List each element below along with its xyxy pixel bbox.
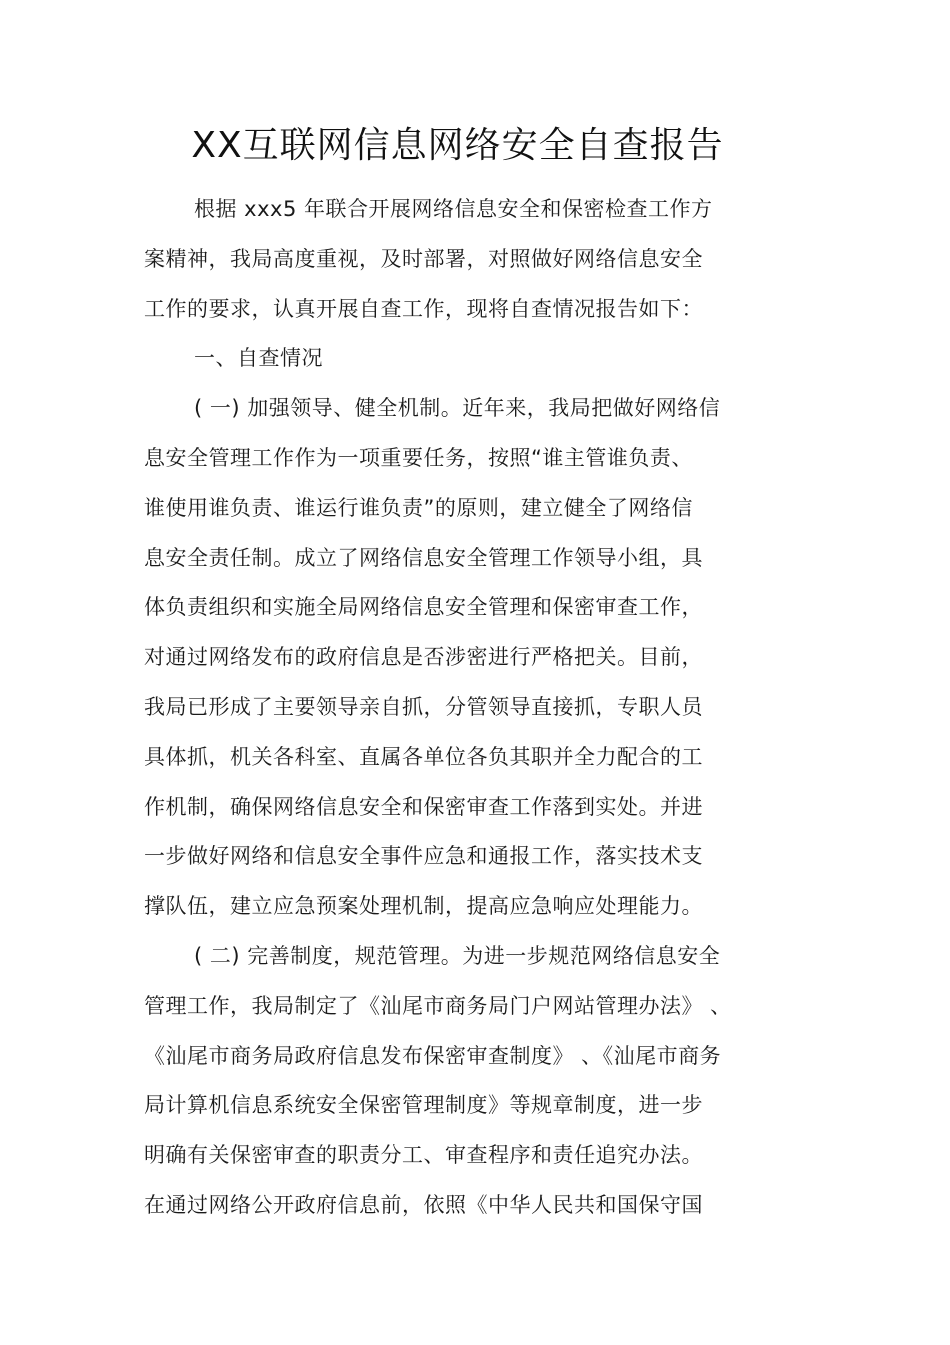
text-line: 案精神，我局高度重视，及时部署，对照做好网络信息安全 <box>144 246 703 271</box>
text-line: 局计算机信息系统安全保密管理制度》等规章制度，进一步 <box>144 1093 703 1118</box>
text-line: 作机制，确保网络信息安全和保密审查工作落到实处。并进 <box>144 794 703 819</box>
text-line: ( 二) 完善制度，规范管理。为进一步规范网络信息安全 <box>194 943 721 968</box>
text-line: 明确有关保密审查的职责分工、审查程序和责任追究办法。 <box>144 1143 703 1168</box>
document-body <box>144 185 804 1231</box>
text-line: 我局已形成了主要领导亲自抓，分管领导直接抓，专职人员 <box>144 694 703 719</box>
text-line: 在通过网络公开政府信息前，依照《中华人民共和国保守国 <box>144 1192 703 1217</box>
text-line: 息安全责任制。成立了网络信息安全管理工作领导小组，具 <box>144 545 703 570</box>
document-title: XX互联网信息网络安全自查报告 <box>191 125 724 166</box>
text-line: 具体抓，机关各科室、直属各单位各负其职并全力配合的工 <box>144 744 703 769</box>
text-line: 一步做好网络和信息安全事件应急和通报工作，落实技术支 <box>144 844 703 869</box>
text-line: 一、自查情况 <box>194 346 323 371</box>
text-line: 体负责组织和实施全局网络信息安全管理和保密审查工作， <box>144 595 703 620</box>
text-line: 根据 xxx5 年联合开展网络信息安全和保密检查工作方 <box>194 197 713 221</box>
text-line: 管理工作，我局制定了《汕尾市商务局门户网站管理办法》 、 <box>144 993 732 1018</box>
text-line: 撑队伍，建立应急预案处理机制，提高应急响应处理能力。 <box>144 894 703 919</box>
text-line: 谁使用谁负责、谁运行谁负责”的原则，建立健全了网络信 <box>144 495 693 520</box>
text-line: 对通过网络发布的政府信息是否涉密进行严格把关。目前， <box>144 645 703 670</box>
text-line: 《汕尾市商务局政府信息发布保密审查制度》 、《汕尾市商务 <box>144 1043 722 1068</box>
text-line: 工作的要求，认真开展自查工作，现将自查情况报告如下： <box>144 296 703 321</box>
text-line: ( 一) 加强领导、健全机制。近年来，我局把做好网络信 <box>194 396 721 421</box>
text-line: 息安全管理工作作为一项重要任务，按照“谁主管谁负责、 <box>144 445 693 470</box>
